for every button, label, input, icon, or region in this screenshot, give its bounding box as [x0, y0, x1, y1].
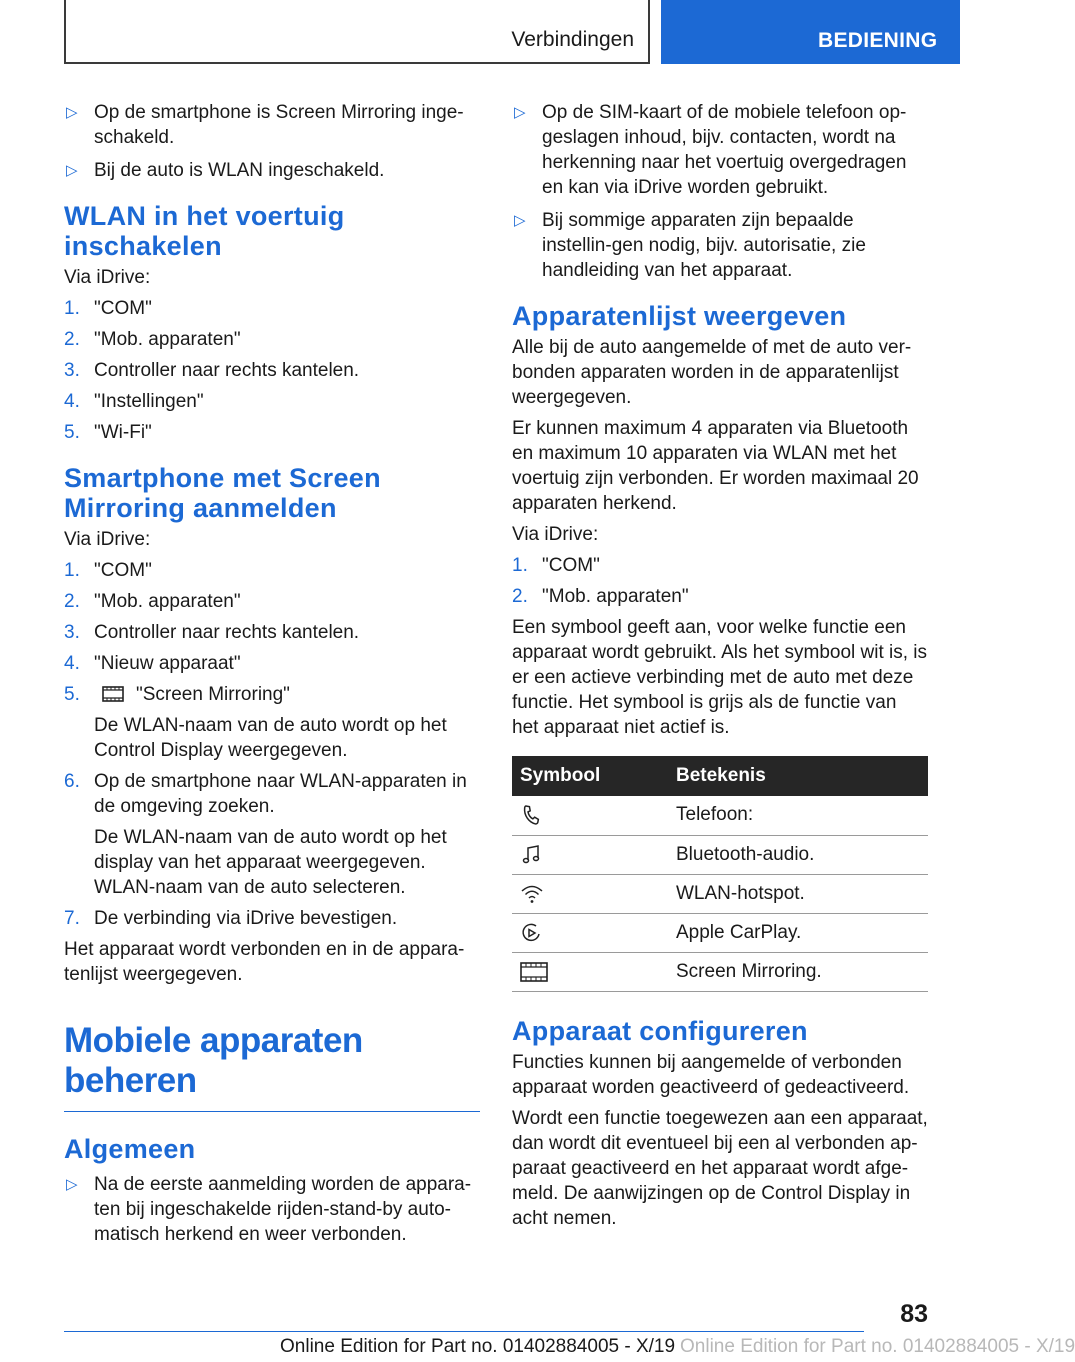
table-row: [512, 835, 928, 874]
bullet-list: [512, 100, 928, 283]
table-header-row: [512, 756, 928, 796]
step-note: WLAN-naam van de auto selecteren.: [94, 877, 406, 898]
phone-icon: [520, 804, 542, 826]
table-cell-meaning: Telefoon:: [670, 796, 928, 835]
table-row: [512, 952, 928, 991]
header-chapter-tab: [661, 0, 960, 64]
footer-edition: Online Edition for Part no. 01402884005 - X/19: [280, 1336, 676, 1357]
header-chapter-title: BEDIENING: [818, 29, 938, 52]
step-item: 7. De verbinding via iDrive bevestigen.: [64, 908, 398, 929]
right-column: [512, 100, 928, 1237]
section-heading-algemeen: Algemeen: [64, 1134, 196, 1164]
paragraph: Een symbool geeft aan, voor welke functie een apparaat wordt gebruikt. Als het symbool wit is, is er een actieve verbinding met de auto met deze functie. Het symbool is grijs als de functie van het apparaat niet actief is.: [512, 617, 928, 738]
bullet-list: [64, 100, 480, 183]
screen-mirroring-icon: [520, 962, 548, 982]
numbered-steps: [512, 553, 928, 609]
step-item: 3. Controller naar rechts kantelen.: [64, 360, 360, 381]
step-item: 1. "COM": [64, 298, 152, 319]
step-item: 6. Op de smartphone naar WLAN-apparaten in de omgeving zoeken. De WLAN-naam van de auto wordt op het display van het apparaat weergegeven. WLAN-naam van de auto selecteren.: [64, 769, 480, 900]
list-item: ▷ Op de SIM-kaart of de mobiele telefoon op‐geslagen inhoud, bijv. contacten, wordt na herkenning naar het voertuig overgedragen en kan via iDrive worden gebruikt.: [514, 102, 907, 198]
table-row: [512, 796, 928, 835]
section-heading-configureren: Apparaat configureren: [512, 1015, 808, 1046]
paragraph: Wordt een functie toegewezen aan een apparaat, dan wordt dit eventueel bij een al verbonden ap‐paraat geactiveerd en het apparaat wordt afge‐meld. De aanwijzingen op de Control Display in acht nemen.: [512, 1107, 928, 1229]
step-item: 1. "COM": [512, 555, 600, 576]
numbered-steps: [64, 558, 480, 931]
paragraph: Alle bij de auto aangemelde of met de auto ver‐bonden apparaten worden in de apparatenlijst weergegeven.: [512, 337, 912, 408]
table-cell-meaning: Apple CarPlay.: [670, 913, 928, 952]
step-item: 2. "Mob. apparaten": [512, 586, 689, 607]
paragraph: Functies kunnen bij aangemelde of verbonden apparaat worden geactiveerd of gedeactiveerd.: [512, 1051, 910, 1098]
step-item: 3. Controller naar rechts kantelen.: [64, 622, 360, 643]
numbered-steps: [64, 296, 480, 445]
screen-mirroring-icon: [102, 686, 124, 702]
via-idrive-label: Via iDrive:: [512, 524, 599, 545]
list-item: ▷ Bij sommige apparaten zijn bepaalde instellin‐gen nodig, bijv. autorisatie, zie handleiding van het apparaat.: [514, 210, 866, 281]
step-item: 4. "Instellingen": [64, 391, 204, 412]
header-section-tab: [64, 0, 650, 64]
step-item: 5. "Wi-Fi": [64, 422, 152, 443]
step-note: De WLAN-naam van de auto wordt op het display van het apparaat weergegeven.: [94, 827, 447, 873]
step-note: De WLAN-naam van de auto wordt op het Control Display weergegeven.: [94, 715, 447, 761]
via-idrive-label: Via iDrive:: [64, 267, 151, 288]
step-item: 2. "Mob. apparaten": [64, 329, 241, 350]
section-heading-screen-mirroring: Smartphone met Screen Mirroring aanmelden: [64, 463, 381, 523]
main-heading: Mobiele apparaten beheren: [64, 1021, 480, 1112]
table-cell-meaning: Screen Mirroring.: [670, 952, 928, 991]
table-cell-meaning: Bluetooth-audio.: [670, 835, 928, 874]
footer-divider: [64, 1331, 864, 1332]
page-number: 83: [900, 1300, 928, 1328]
list-item: ▷ Na de eerste aanmelding worden de appara‐ten bij ingeschakelde rijden-stand-by auto‐matisch herkend en weer verbonden.: [66, 1174, 472, 1245]
list-item: ▷ Op de smartphone is Screen Mirroring inge‐schakeld.: [66, 102, 464, 148]
triangle-bullet-icon: ▷: [66, 1176, 78, 1193]
list-item: ▷ Bij de auto is WLAN ingeschakeld.: [66, 160, 385, 181]
table-row: [512, 874, 928, 913]
step-item: 1. "COM": [64, 560, 152, 581]
carplay-icon: [520, 922, 542, 944]
paragraph: Het apparaat wordt verbonden en in de appara‐tenlijst weergegeven.: [64, 939, 465, 985]
triangle-bullet-icon: ▷: [66, 162, 78, 179]
triangle-bullet-icon: ▷: [514, 212, 526, 229]
via-idrive-label: Via iDrive:: [64, 529, 151, 550]
paragraph: Er kunnen maximum 4 apparaten via Bluetooth en maximum 10 apparaten via WLAN met het voertuig zijn verbonden. Er worden maximaal 20 apparaten herkend.: [512, 418, 919, 514]
wifi-icon: [520, 883, 544, 905]
triangle-bullet-icon: ▷: [514, 104, 526, 121]
left-column: [64, 100, 480, 1255]
section-heading-apparatenlijst: Apparatenlijst weergeven: [512, 301, 847, 331]
footer-watermark: Online Edition for Part no. 01402884005 - X/19: [680, 1336, 1075, 1357]
step-item: 4. "Nieuw apparaat": [64, 653, 241, 674]
triangle-bullet-icon: ▷: [66, 104, 78, 121]
section-heading-wlan: WLAN in het voertuig inschakelen: [64, 201, 345, 261]
music-note-icon: [520, 844, 542, 866]
step-item: 2. "Mob. apparaten": [64, 591, 241, 612]
table-row: [512, 913, 928, 952]
header-section-title: Verbindingen: [511, 28, 634, 51]
table-header-meaning: Betekenis: [670, 756, 928, 796]
step-item: 5. "Screen Mirroring" De WLAN-naam van de auto wordt op het Control Display weergegeven.: [64, 682, 480, 763]
bullet-list: [64, 1172, 480, 1247]
table-cell-meaning: WLAN-hotspot.: [670, 874, 928, 913]
table-header-symbol: Symbool: [512, 756, 670, 796]
symbol-table: [512, 756, 928, 992]
